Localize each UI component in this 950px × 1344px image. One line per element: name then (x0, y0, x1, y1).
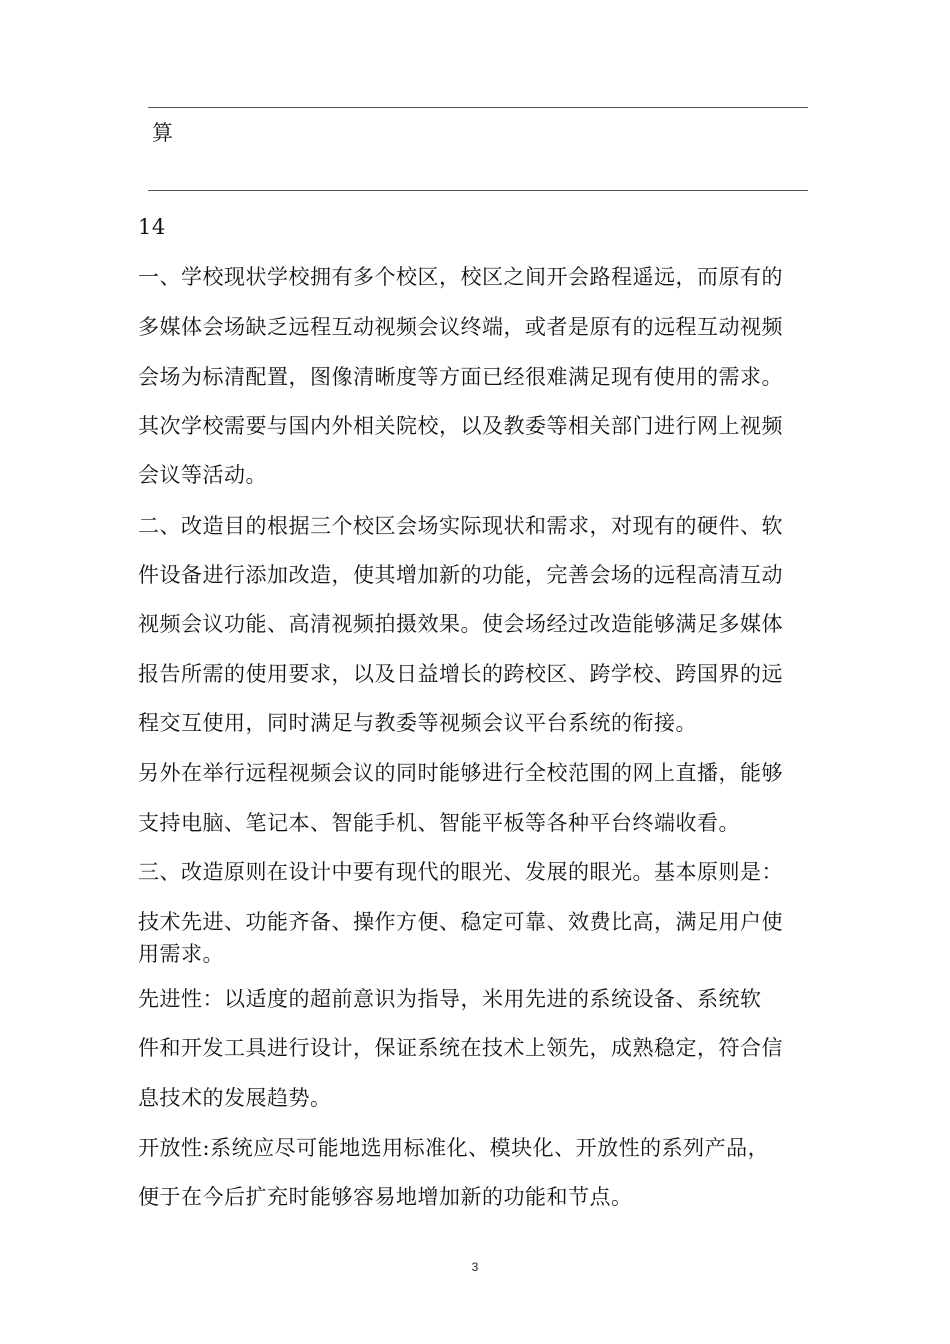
text-line: 先进性：以适度的超前意识为指导，米用先进的系统设备、系统软 (138, 987, 762, 1011)
text-line: 二、改造目的根据三个校区会场实际现状和需求，对现有的硬件、软 (138, 514, 783, 538)
text-line: 件设备进行添加改造，使其增加新的功能，完善会场的远程高清互动 (138, 563, 783, 587)
text-line: 件和开发工具进行设计，保证系统在技术上领先，成熟稳定，符合信 (138, 1036, 783, 1060)
page-number: 3 (471, 1260, 479, 1274)
text-line: 开放性:系统应尽可能地选用标准化、模块化、开放性的系列产品， (138, 1136, 770, 1160)
text-line: 技术先进、功能齐备、操作方便、稳定可靠、效费比高，满足用户使 (138, 910, 783, 934)
text-line: 报告所需的使用要求，以及日益增长的跨校区、跨学校、跨国界的远 (138, 662, 783, 686)
table-cell-text: 算 (152, 121, 174, 145)
text-line: 便于在今后扩充时能够容易地增加新的功能和节点。 (138, 1185, 633, 1209)
item-number: 14 (138, 215, 166, 239)
text-line: 息技术的发展趋势。 (138, 1086, 332, 1110)
text-line: 程交互使用，同时满足与教委等视频会议平台系统的衔接。 (138, 711, 697, 735)
text-line: 视频会议功能、高清视频拍摄效果。使会场经过改造能够满足多媒体 (138, 612, 783, 636)
text-line: 另外在举行远程视频会议的同时能够进行全校范围的网上直播，能够 (138, 761, 783, 785)
text-line: 三、改造原则在设计中要有现代的眼光、发展的眼光。基本原则是： (138, 860, 783, 884)
text-line: 多媒体会场缺乏远程互动视频会议终端，或者是原有的远程互动视频 (138, 315, 783, 339)
text-line: 会场为标清配置，图像清晰度等方面已经很难满足现有使用的需求。 (138, 365, 783, 389)
text-line: 其次学校需要与国内外相关院校，以及教委等相关部门进行网上视频 (138, 414, 783, 438)
text-line: 一、学校现状学校拥有多个校区，校区之间开会路程遥远，而原有的 (138, 265, 783, 289)
table-bottom-rule (148, 190, 808, 191)
table-top-rule (148, 107, 808, 108)
text-line: 支持电脑、笔记本、智能手机、智能平板等各种平台终端收看。 (138, 811, 740, 835)
text-line: 用需求。 (138, 942, 224, 966)
text-line: 会议等活动。 (138, 463, 267, 487)
